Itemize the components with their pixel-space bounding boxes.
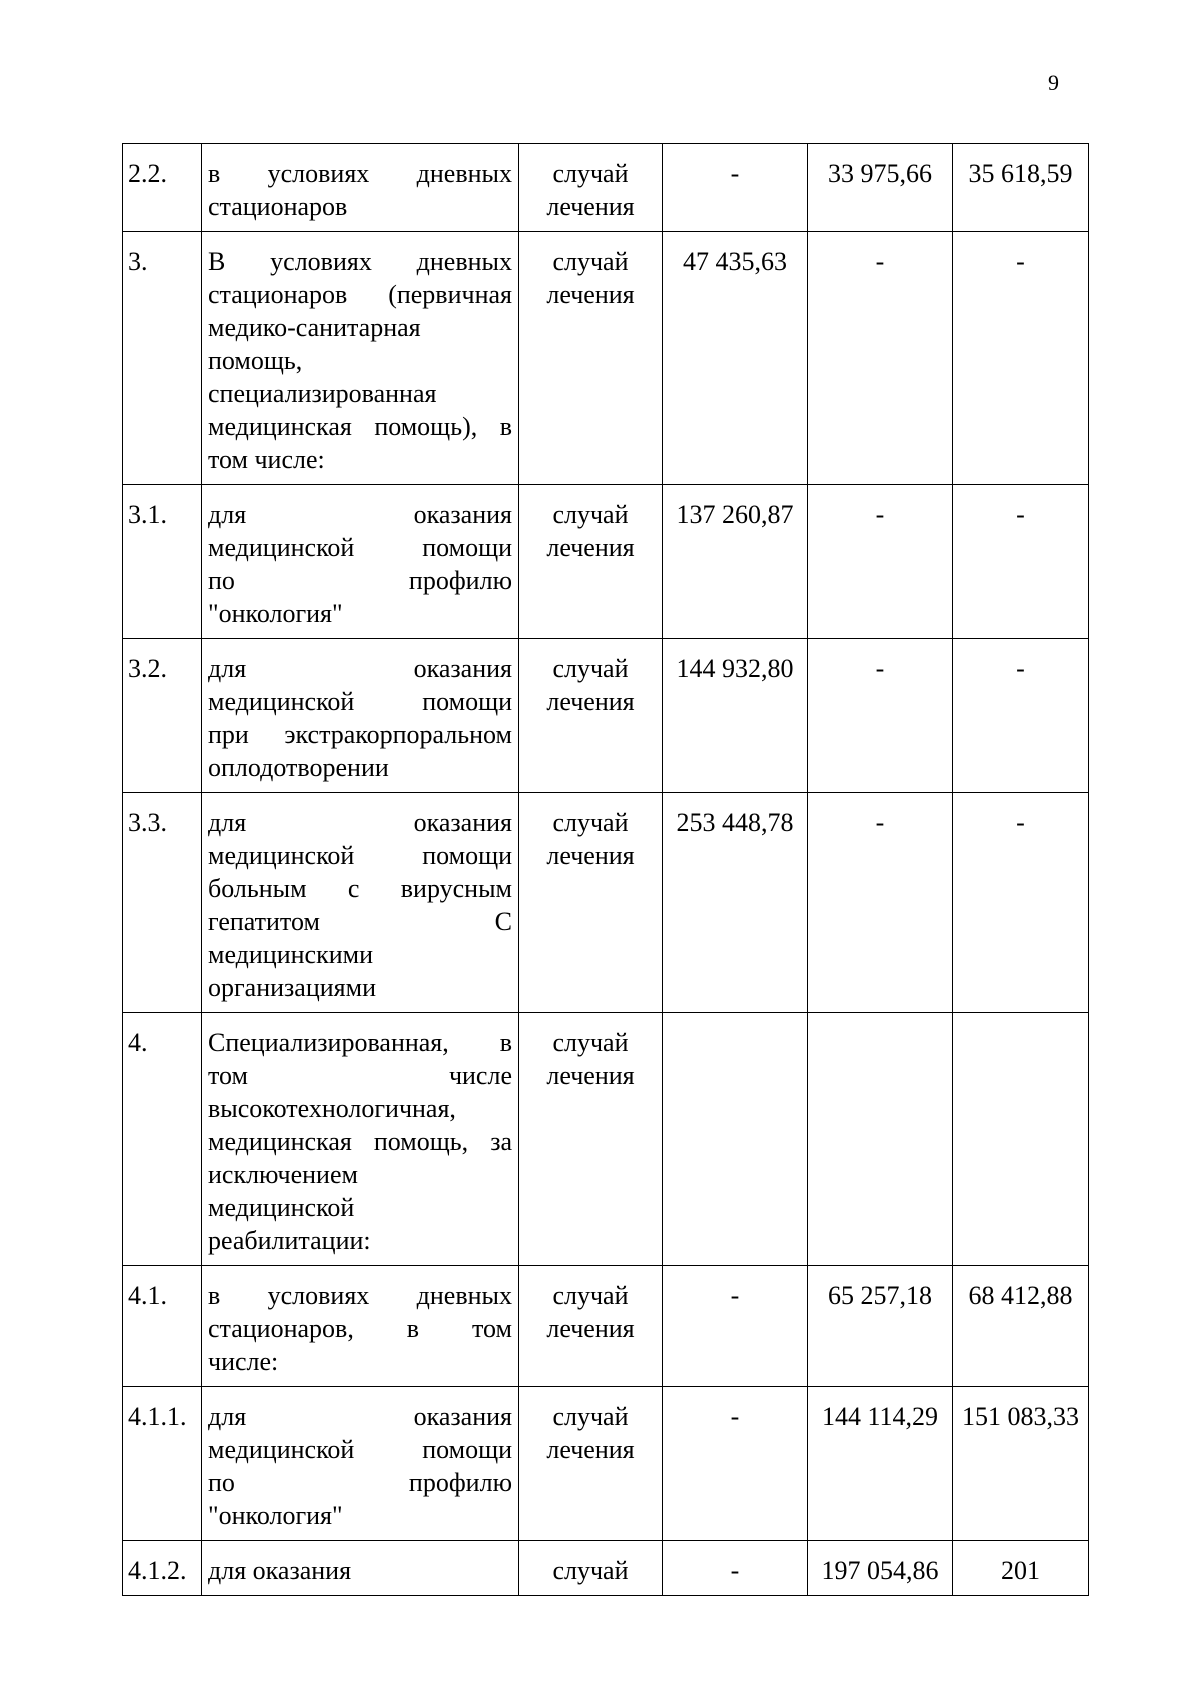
table-row <box>123 1541 1089 1596</box>
row-name-line: стационаров, в том <box>208 1314 512 1343</box>
row-unit-cell: случай лечения <box>519 1387 663 1541</box>
row-number-cell: 3.2. <box>123 639 202 793</box>
row-name-line: специализированная <box>208 379 437 408</box>
row-name-line: в условиях дневных <box>208 159 512 188</box>
row-value-1-cell: - <box>663 1387 808 1541</box>
row-name-cell <box>202 639 519 793</box>
row-name-line: медицинской помощи <box>208 533 512 562</box>
row-name-line: в условиях дневных <box>208 1281 512 1310</box>
row-number-cell: 4.1.1. <box>123 1387 202 1541</box>
row-name-line: оплодотворении <box>208 753 389 782</box>
row-unit-cell: случай <box>519 1541 663 1596</box>
row-name-line: для оказания <box>208 500 512 529</box>
row-value-3-cell: - <box>953 232 1089 485</box>
row-value-2-cell: - <box>808 793 953 1013</box>
table-row <box>123 144 1089 232</box>
row-name-line: "онкология" <box>208 1501 343 1530</box>
tariff-table-body <box>123 144 1089 1596</box>
row-value-2-cell <box>808 1013 953 1266</box>
row-value-1-cell: 253 448,78 <box>663 793 808 1013</box>
row-name-line: медицинская помощь), в <box>208 412 512 441</box>
row-name-line: медико-санитарная <box>208 313 421 342</box>
row-number-cell: 4. <box>123 1013 202 1266</box>
row-name-cell <box>202 1387 519 1541</box>
row-value-3-cell <box>953 1013 1089 1266</box>
row-value-3-cell: - <box>953 485 1089 639</box>
row-unit-cell: случай лечения <box>519 144 663 232</box>
row-name-line: В условиях дневных <box>208 247 512 276</box>
page-number: 9 <box>1048 70 1059 95</box>
row-name-line: медицинской помощи <box>208 1435 512 1464</box>
row-name-line: при экстракорпоральном <box>208 720 512 749</box>
row-value-2-cell: 197 054,86 <box>808 1541 953 1596</box>
row-name-line: стационаров <box>208 192 348 221</box>
row-name-line: медицинскими <box>208 940 373 969</box>
row-name-cell <box>202 144 519 232</box>
row-number-cell: 3.3. <box>123 793 202 1013</box>
row-value-3-cell: 35 618,59 <box>953 144 1089 232</box>
row-unit-cell: случай лечения <box>519 1013 663 1266</box>
row-unit-cell: случай лечения <box>519 1266 663 1387</box>
row-unit-cell: случай лечения <box>519 485 663 639</box>
tariff-table <box>122 143 1089 1596</box>
row-value-3-cell: 151 083,33 <box>953 1387 1089 1541</box>
row-value-1-cell: - <box>663 1541 808 1596</box>
row-name-line: медицинской помощи <box>208 687 512 716</box>
row-name-line: стационаров (первичная <box>208 280 512 309</box>
row-value-1-cell: 47 435,63 <box>663 232 808 485</box>
row-name-cell <box>202 232 519 485</box>
row-name-line: помощь, <box>208 346 303 375</box>
table-row <box>123 639 1089 793</box>
row-value-2-cell: - <box>808 485 953 639</box>
row-name-line: для оказания <box>208 1402 512 1431</box>
row-unit-cell: случай лечения <box>519 232 663 485</box>
row-value-1-cell: 137 260,87 <box>663 485 808 639</box>
row-value-1-cell: 144 932,80 <box>663 639 808 793</box>
row-name-line: гепатитом С <box>208 907 512 936</box>
row-name-line: том числе <box>208 1061 512 1090</box>
row-name-line: организациями <box>208 973 376 1002</box>
row-name-line: больным с вирусным <box>208 874 512 903</box>
row-name-line: числе: <box>208 1347 279 1376</box>
table-row <box>123 1387 1089 1541</box>
row-value-2-cell: 33 975,66 <box>808 144 953 232</box>
row-name-cell <box>202 1541 519 1596</box>
row-name-line: "онкология" <box>208 599 343 628</box>
row-value-2-cell: - <box>808 639 953 793</box>
table-row <box>123 485 1089 639</box>
row-name-cell <box>202 1266 519 1387</box>
row-name-line: медицинской помощи <box>208 841 512 870</box>
row-number-cell: 3. <box>123 232 202 485</box>
row-value-3-cell: - <box>953 793 1089 1013</box>
row-number-cell: 4.1. <box>123 1266 202 1387</box>
row-value-3-cell: 68 412,88 <box>953 1266 1089 1387</box>
row-name-line: по профилю <box>208 566 512 595</box>
row-value-2-cell: 65 257,18 <box>808 1266 953 1387</box>
row-value-1-cell: - <box>663 1266 808 1387</box>
row-name-line: медицинская помощь, за <box>208 1127 512 1156</box>
row-value-3-cell: 201 <box>953 1541 1089 1596</box>
row-name-line: по профилю <box>208 1468 512 1497</box>
row-value-3-cell: - <box>953 639 1089 793</box>
row-number-cell: 4.1.2. <box>123 1541 202 1596</box>
row-name-line: реабилитации: <box>208 1226 371 1255</box>
row-name-cell <box>202 485 519 639</box>
row-name-line: том числе: <box>208 445 325 474</box>
row-name-line: высокотехнологичная, <box>208 1094 456 1123</box>
row-name-line: для оказания <box>208 1556 352 1585</box>
row-name-line: медицинской <box>208 1193 355 1222</box>
row-name-cell <box>202 1013 519 1266</box>
row-name-line: исключением <box>208 1160 358 1189</box>
row-unit-cell: случай лечения <box>519 793 663 1013</box>
table-row <box>123 1266 1089 1387</box>
row-value-2-cell: - <box>808 232 953 485</box>
row-value-2-cell: 144 114,29 <box>808 1387 953 1541</box>
table-row <box>123 793 1089 1013</box>
row-number-cell: 3.1. <box>123 485 202 639</box>
row-value-1-cell: - <box>663 144 808 232</box>
row-name-line: для оказания <box>208 808 512 837</box>
row-name-line: Специализированная, в <box>208 1028 512 1057</box>
row-unit-cell: случай лечения <box>519 639 663 793</box>
row-number-cell: 2.2. <box>123 144 202 232</box>
row-name-cell <box>202 793 519 1013</box>
table-row <box>123 1013 1089 1266</box>
table-row <box>123 232 1089 485</box>
row-name-line: для оказания <box>208 654 512 683</box>
row-value-1-cell <box>663 1013 808 1266</box>
